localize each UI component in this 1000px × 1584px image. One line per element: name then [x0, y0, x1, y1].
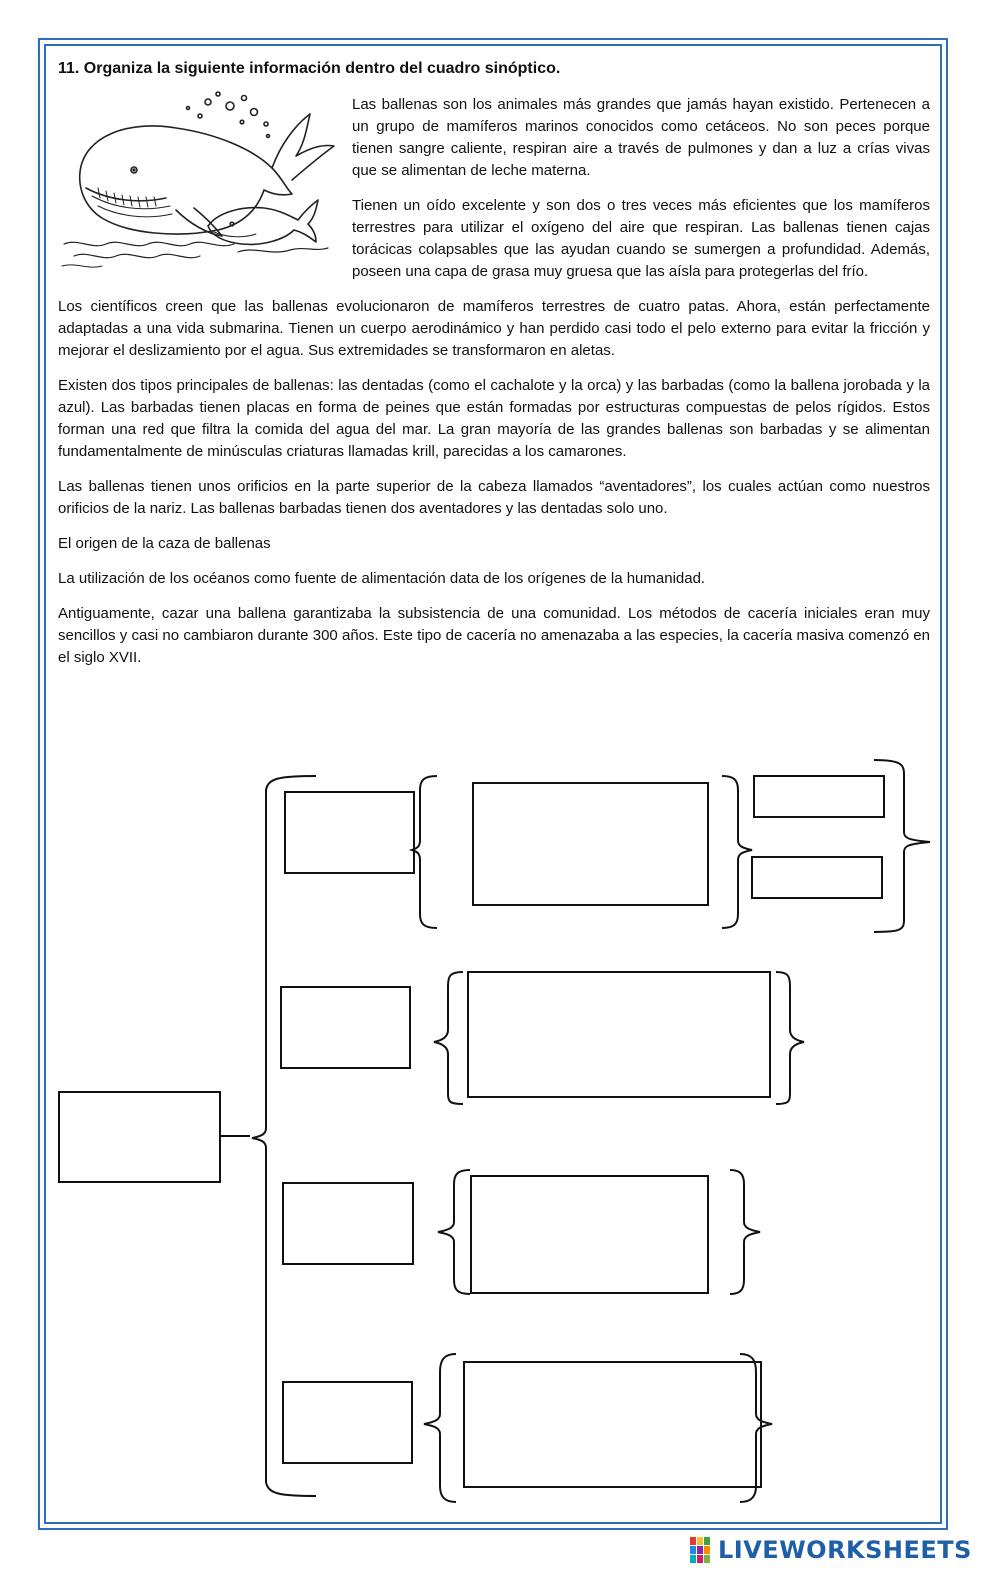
exercise-title: 11. Organiza la siguiente información dentro del cuadro sinóptico. — [58, 60, 561, 77]
intro-section — [58, 94, 930, 296]
answer-box-category-1[interactable] — [285, 792, 414, 873]
liveworksheets-logo-icon — [690, 1537, 712, 1563]
logo-tile — [704, 1537, 710, 1545]
logo-tile — [697, 1546, 703, 1554]
worksheet-content — [58, 58, 930, 682]
answer-box-detail-4[interactable] — [464, 1362, 761, 1487]
paragraph-oido: Tienen un oído excelente y son dos o tres veces más eficientes que los mamíferos terrestres para utilizar el oxígeno del aire que respiran. Las ballenas tienen cajas torácicas colapsables que las ayudan cuando se sumergen a profundidad. Además, poseen una capa de grasa muy gruesa que las aísla para protegerlas del frío. — [352, 197, 930, 280]
paragraph-caceria: Antiguamente, cazar una ballena garantizaba la subsistencia de una comunidad. Los métodos de cacería iniciales eran muy sencillos y casi no cambiaron durante 300 años. Este tipo de cacería no amenazaba a las especies, la cacería masiva comenzó en el siglo XVII. — [58, 605, 930, 666]
answer-box-subdetail-1b[interactable] — [752, 857, 882, 898]
answer-box-detail-2[interactable] — [468, 972, 770, 1097]
answer-box-main-topic[interactable] — [59, 1092, 220, 1182]
answer-box-category-3[interactable] — [283, 1183, 413, 1264]
answer-box-detail-1[interactable] — [473, 783, 708, 905]
logo-tile — [697, 1555, 703, 1563]
logo-tile — [704, 1555, 710, 1563]
answer-box-subdetail-1a[interactable] — [754, 776, 884, 817]
answer-box-category-4[interactable] — [283, 1382, 412, 1463]
paragraph-evolucion: Los científicos creen que las ballenas evolucionaron de mamíferos terrestres de cuatro patas. Ahora, están perfectamente adaptadas a una vida submarina. Tienen un cuerpo aerodinámico y han perdido casi todo el pelo externo para evitar la fricción y mejorar el deslizamiento por el agua. Sus extremidades se transformaron en aletas. — [58, 298, 930, 359]
paragraph-origen-heading: El origen de la caza de ballenas — [58, 535, 271, 552]
liveworksheets-brand — [690, 1536, 972, 1564]
answer-box-detail-3[interactable] — [471, 1176, 708, 1293]
paragraph-aventadores: Las ballenas tienen unos orificios en la parte superior de la cabeza llamados “aventadores”, los cuales actúan como nuestros orificios de la nariz. Las ballenas barbadas tienen dos aventadores y las dentadas solo uno. — [58, 478, 930, 517]
paragraph-oceanos: La utilización de los océanos como fuente de alimentación data de los orígenes de la humanidad. — [58, 570, 706, 587]
logo-tile — [690, 1555, 696, 1563]
whale-drawing — [58, 84, 338, 270]
logo-tile — [690, 1537, 696, 1545]
logo-tile — [704, 1546, 710, 1554]
brand-name: LIVEWORKSHEETS — [718, 1536, 972, 1564]
whale-illustration — [58, 84, 338, 270]
paragraph-intro: Las ballenas son los animales más grandes que jamás hayan existido. Pertenecen a un grupo de mamíferos marinos conocidos como cetáceos. No son peces porque tienen sangre caliente, respiran aire a través de pulmones y dan a luz a crías vivas que se alimentan de leche materna. — [352, 96, 930, 179]
logo-tile — [690, 1546, 696, 1554]
paragraph-tipos: Existen dos tipos principales de ballenas: las dentadas (como el cachalote y la orca) y las barbadas (como la ballena jorobada y la azul). Las barbadas tienen placas en forma de peines que están formadas por estructuras compuestas de pelos rígidos. Estos forman una red que filtra la comida del agua del mar. La gran mayoría de las grandes ballenas son barbadas y se alimentan fundamentalmente de minúsculas criaturas llamadas krill, parecidas a los camarones. — [58, 377, 930, 460]
logo-tile — [697, 1537, 703, 1545]
answer-box-category-2[interactable] — [281, 987, 410, 1068]
